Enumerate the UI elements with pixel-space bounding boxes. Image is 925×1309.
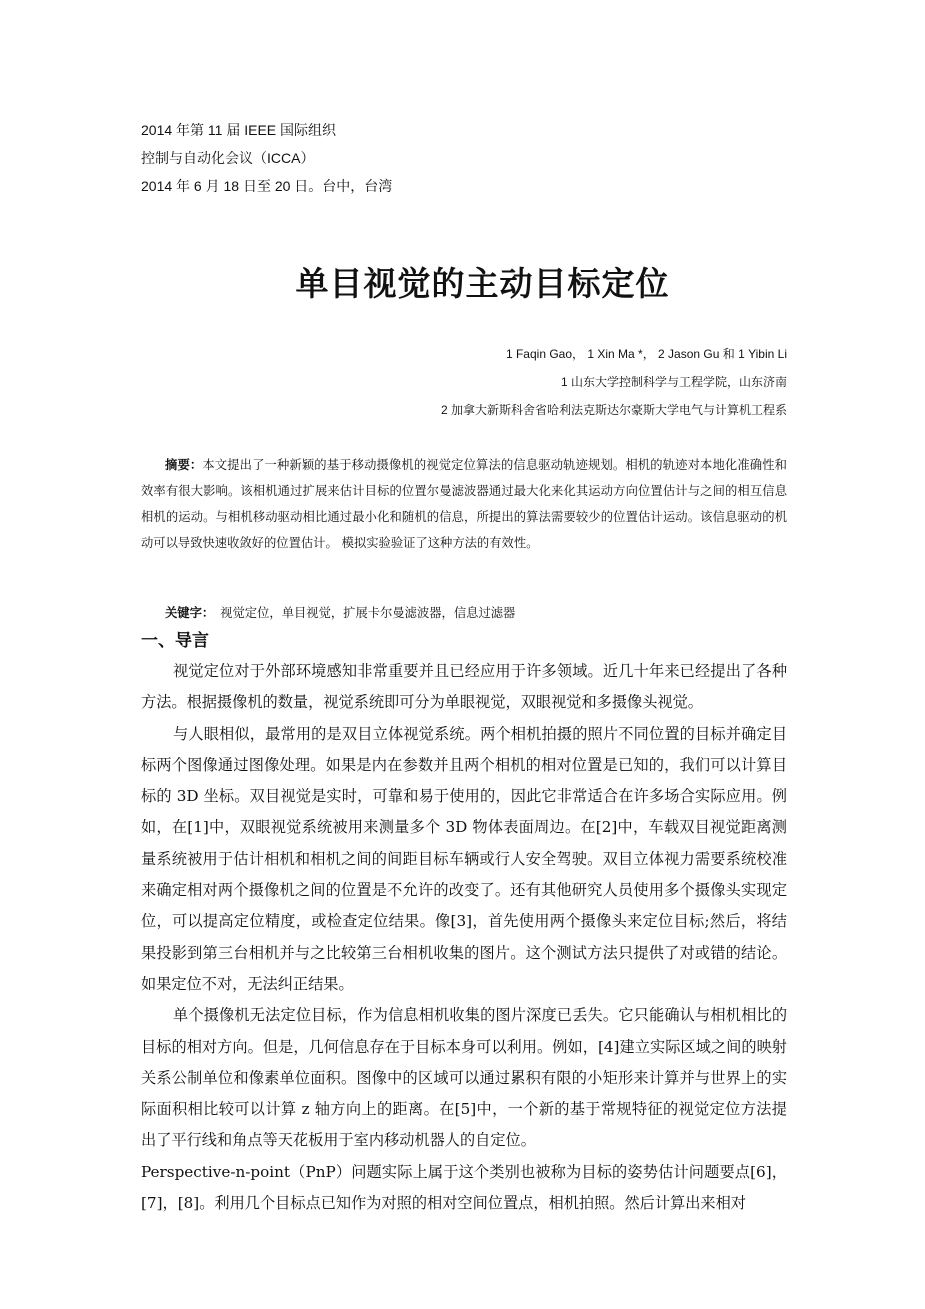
conference-line-2: 控制与自动化会议（ICCA） <box>141 150 315 166</box>
keywords-text: 视觉定位，单目视觉，扩展卡尔曼滤波器，信息过滤器 <box>220 606 516 620</box>
conference-line-3: 2014 年 6 月 18 日至 20 日。台中，台湾 <box>141 178 393 194</box>
paper-title: 单目视觉的主动目标定位 <box>295 264 670 303</box>
affiliation-2: 2 加拿大新斯科舍省哈利法克斯达尔豪斯大学电气与计算机工程系 <box>440 403 787 417</box>
paragraph: 视觉定位对于外部环境感知非常重要并且已经应用于许多领域。近几十年来已经提出了各种方法。根据摄像机的数量，视觉系统即可分为单眼视觉，双眼视觉和多摄像头视觉。 <box>141 662 787 712</box>
author-block <box>441 340 787 424</box>
section-body <box>141 656 787 1219</box>
keywords <box>165 600 515 626</box>
affiliation-1: 1 山东大学控制科学与工程学院，山东济南 <box>560 375 787 389</box>
conference-info <box>141 116 392 200</box>
keywords-label: 关键字： <box>165 606 215 620</box>
paragraph: Perspective-n-point（PnP）问题实际上属于这个类别也被称为目标的姿势估计问题要点[6]，[7]，[8]。利用几个目标点已知作为对照的相对空间位置点，相机拍照。然后计算出来相对 <box>141 1162 787 1213</box>
abstract-text: 本文提出了一种新颖的基于移动摄像机的视觉定位算法的信息驱动轨迹规划。相机的轨迹对本地化准确性和效率有很大影响。该相机通过扩展来估计目标的位置尔曼滤波器通过最大化来化其运动方向位置估计与之间的相互信息相机的运动。与相机移动驱动相比通过最小化和随机的信息，所提出的算法需要较少的位置估计运动。该信息驱动的机动可以导致快速收敛好的位置估计。 模拟实验验证了这种方法的有效性。 <box>141 458 787 550</box>
author-names: 1 Faqin Gao， 1 Xin Ma *， 2 Jason Gu 和 1 Yibin Li <box>505 347 787 361</box>
paragraph: 与人眼相似，最常用的是双目立体视觉系统。两个相机拍摄的照片不同位置的目标并确定目标两个图像通过图像处理。如果是内在参数并且两个相机的相对位置是已知的，我们可以计算目标的 3D 坐标。双目视觉是实时，可靠和易于使用的，因此它非常适合在许多场合实际应用。例如，在[1]中，双眼视觉系统被用来测量多个 3D 物体表面周边。在[2]中，车载双目视觉距离测量系统被用于估计相机和相机之间的间距目标车辆或行人安全驾驶。双目立体视力需要系统校准来确定相对两个摄像机之间的位置是不允许的改变了。还有其他研究人员使用多个摄像头实现定位，可以提高定位精度，或检查定位结果。像[3]，首先使用两个摄像头来定位目标;然后，将结果投影到第三台相机并与之比较第三台相机收集的图片。这个测试方法只提供了对或错的结论。如果定位不对，无法纠正结果。 <box>141 724 787 993</box>
abstract <box>141 452 787 556</box>
paragraph: 单个摄像机无法定位目标，作为信息相机收集的图片深度已丢失。它只能确认与相机相比的目标的相对方向。但是，几何信息存在于目标本身可以利用。例如，[4]建立实际区域之间的映射关系公制单位和像素单位面积。图像中的区域可以通过累积有限的小矩形来计算并与世界上的实际面积相比较可以计算 z 轴方向上的距离。在[5]中，一个新的基于常规特征的视觉定位方法提出了平行线和角点等天花板用于室内移动机器人的自定位。 <box>141 1006 787 1150</box>
abstract-label: 摘要： <box>165 458 203 472</box>
section-heading-introduction: 一、导言 <box>141 631 209 651</box>
conference-line-1: 2014 年第 11 届 IEEE 国际组织 <box>141 122 337 138</box>
